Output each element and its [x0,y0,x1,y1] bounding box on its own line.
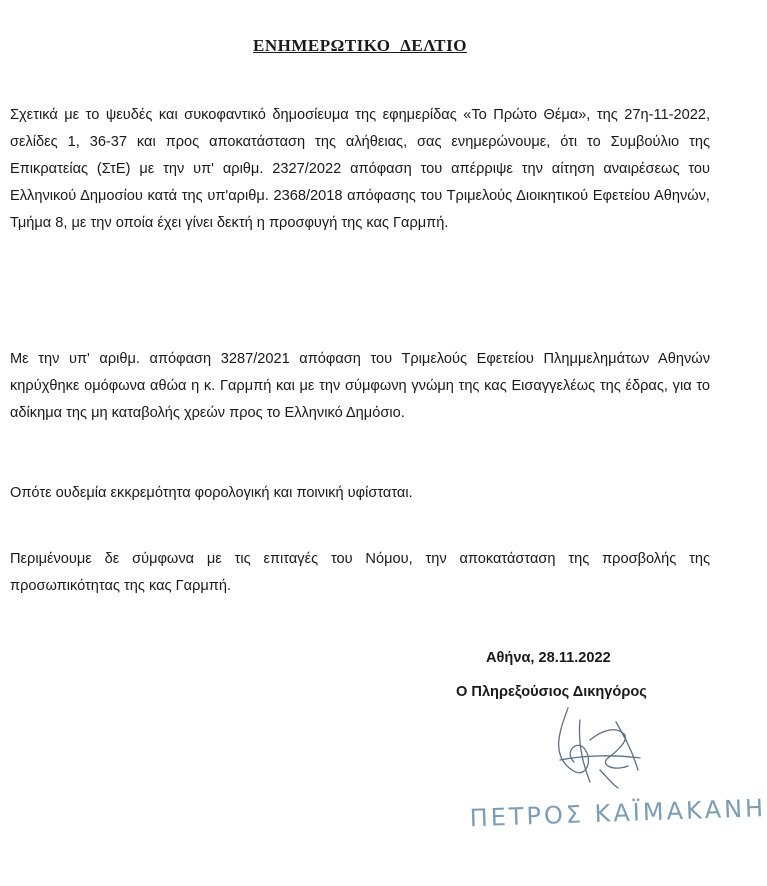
paragraph-3: Οπότε ουδεμία εκκρεμότητα φορολογική και ποινική υφίσταται. [10,485,413,501]
signature-scribble [520,700,670,790]
date-line: Αθήνα, 28.11.2022 [486,650,611,666]
handwritten-name: ΠΕΤΡΟΣ ΚΑΪΜΑΚΑΝΗ [469,794,767,833]
signatory-role: Ο Πληρεξούσιος Δικηγόρος [456,684,647,700]
paragraph-2: Με την υπ' αριθμ. απόφαση 3287/2021 απόφαση του Τριμελούς Εφετείου Πλημμελημάτων Αθηνών κηρύχθηκε ομόφωνα αθώα η κ. Γαρμπή και με την σύμφωνη γνώμη της κας Εισαγγελέως της έδρας, για το αδίκημα της μη καταβολής χρεών προς το Ελληνικό Δημόσιο. [10,351,710,421]
paragraph-1: Σχετικά με το ψευδές και συκοφαντικό δημοσίευμα της εφημερίδας «Το Πρώτο Θέμα», της 27η-11-2022, σελίδες 1, 36-37 και προς αποκατάσταση της αλήθειας, σας ενημερώνουμε, ότι το Συμβούλιο της Επικρατείας (ΣτΕ) με την υπ' αριθμ. 2327/2022 απόφαση του απέρριψε την αίτηση αναιρέσεως του Ελληνικού Δημοσίου κατά της υπ'αριθμ. 2368/2018 απόφασης του Τριμελούς Διοικητικού Εφετείου Αθηνών, Τμήμα 8, με την οποία έχει γίνει δεκτή η προσφυγή της κας Γαρμπή. [10,107,710,231]
document-title: ΕΝΗΜΕΡΩΤΙΚΟ ΔΕΛΤΙΟ [253,36,467,55]
paragraph-4: Περιμένουμε δε σύμφωνα με τις επιταγές του Νόμου, την αποκατάσταση της προσβολής της προσωπικότητας της κας Γαρμπή. [10,551,710,594]
